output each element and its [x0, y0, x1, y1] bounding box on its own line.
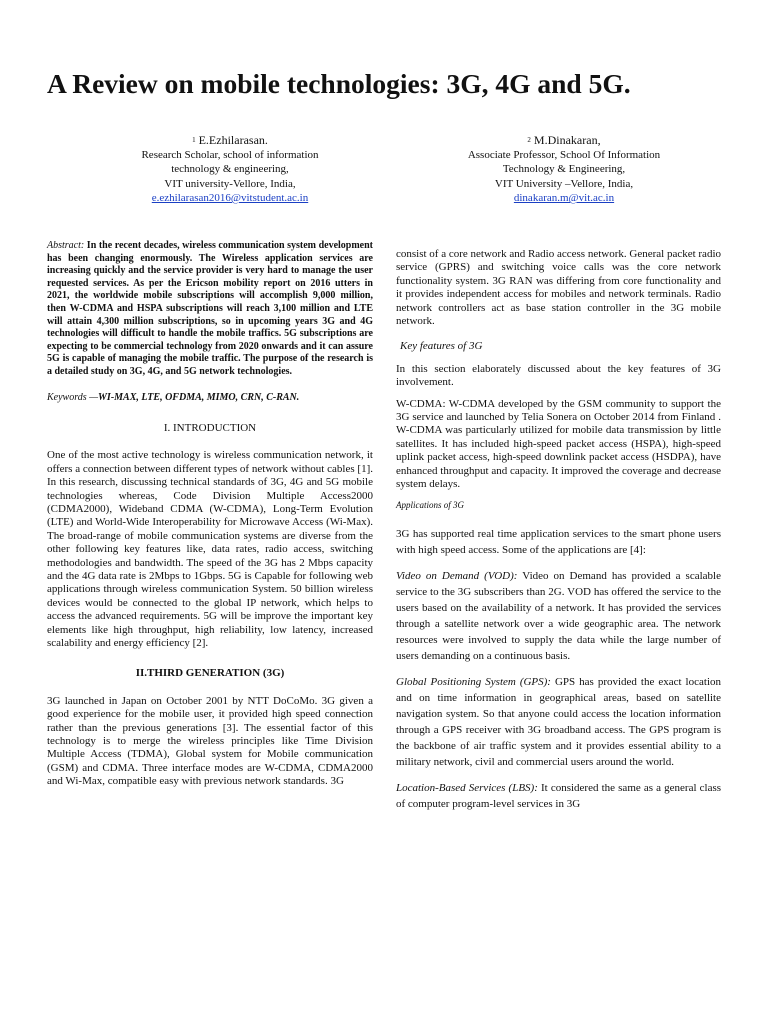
keywords-text: WI-MAX, LTE, OFDMA, MIMO, CRN, C-RAN. — [98, 391, 300, 403]
wcdma-paragraph: W-CDMA: W-CDMA developed by the GSM community to support the 3G service and launched by Telia Sonera on October 2014 from Finland . W-CDMA was particularly utilized for mobile data transmission by little satellites. It has included high-speed packet access (HSPA), high-speed uplink packet access, high-speed downlink packet access (HSDPA), have enhanced throughput and capacity. It improved the coverage and decrease system delays. — [396, 397, 721, 491]
gps-paragraph — [396, 674, 721, 770]
3g-network-paragraph: consist of a core network and Radio access network. General packet radio service (GPRS) and switching voice calls was the core network functionality system. 3G RAN was differing from core functionality and it provides independent access for mobiles and network terminals. Radio network controllers act as base station controller in the 3G mobile network. — [396, 248, 721, 328]
author-1-affiliation-line: technology & engineering, — [171, 163, 289, 175]
lbs-label: Location-Based Services (LBS): — [396, 781, 538, 794]
section-heading-3g: II.THIRD GENERATION (3G) — [135, 667, 285, 680]
intro-paragraph: One of the most active technology is wireless communication network, it offers a connection between different types of network without cables [1]. In this research, discussing technical standards of 3G, 4G and 5G mobile technologies whereas, Code Division Multiple Access2000 (CDMA2000), Wideband CDMA (W-CDMA), Long-Term Evolution (LTE) and World-Wide Interoperability for Microwave Access (Wi-Max). The broad-range of mobile communication systems are diverse from the other following key features like, data rates, radio access, switching methodologies and bandwidth. The speed of the 3G has 2 Mbps capacity and the 4G data rate is 2Mbps to 1Gbps. 5G is Capable for following web applications through wireless communication System. 50 billion wireless devices would be connected to the global IP network, which helps to access the advanced requirements. 5G will be improve the important key elements like high throughput, high reliability, low latency, increased scalability and energy efficiency [2]. — [47, 449, 373, 650]
author-block-2 — [424, 133, 704, 206]
vod-paragraph — [396, 568, 721, 664]
keywords — [47, 391, 373, 404]
lbs-text: It considered the same as a general class of computer program-level services in 3G — [396, 781, 722, 810]
subheading-key-features: Key features of 3G — [400, 340, 483, 353]
author-1-name: E.Ezhilarasan. — [198, 133, 268, 147]
paper-title: A Review on mobile technologies: 3G, 4G and 5G. — [47, 68, 631, 99]
left-column — [47, 240, 373, 789]
author-1-affiliation-line: Research Scholar, school of information — [141, 148, 319, 161]
abstract-text: In the recent decades, wireless communication system development has been changing enormously. The Wireless application services are increasing quickly and the service provider is very hard to manage the user requested services. As per the Ericson mobility report on 2016 utters in 2021, the worldwide mobile subscriptions will accomplish 9,000 million, then W-CDMA and HSPA subscriptions will reach 3,100 million and LTE will attain 4,300 million subscriptions, so in upcoming years 3G and 4G technologies will difficult to handle the mobile traffics. 5G subscriptions are expecting to be commercial technology from 2020 onwards and it can assure 5G is capable of managing the mobile traffic. The purpose of the research is a detailed study on 3G, 4G, and 5G network technologies. — [47, 240, 374, 377]
author-1-email-link[interactable]: e.ezhilarasan2016@vitstudent.ac.in — [151, 192, 309, 204]
lbs-paragraph — [396, 780, 721, 812]
author-2-email-link[interactable]: dinakaran.m@vit.ac.in — [513, 192, 615, 204]
author-2-affiliation-line: Technology & Engineering, — [502, 163, 626, 175]
vod-label: Video on Demand (VOD): — [396, 569, 518, 582]
subheading-applications: Applications of 3G — [396, 499, 464, 510]
abstract — [47, 240, 373, 379]
author-1-affiliation-line: VIT university-Vellore, India, — [164, 177, 296, 190]
author-1-index: 1 — [192, 136, 196, 144]
3g-paragraph: 3G launched in Japan on October 2001 by NTT DoCoMo. 3G given a good experience for the mobile user, it provided high speed connection rather than the previous generations [3]. The essential factor of this technology is to merge the wireless principles like Time Division Multiple Access (TDMA), Global system for Mobile communication (GSM) and CDMA. Three interface modes are W-CDMA, CDMA2000 and Wi-Max, compatible easy with previous network standards. 3G — [47, 694, 373, 788]
vod-text: Video on Demand has provided a scalable service to the 3G subscribers than 2G. VOD has offered the service to the users based on the availability of a network. It has provided the services through a satellite network over a wide geographic area. The network resources were involved to supply the data while the large number of users demanding on a continuous basis. — [396, 569, 721, 662]
author-2-index: 2 — [527, 136, 531, 144]
author-2-affiliation-line: Associate Professor, School Of Information — [467, 148, 661, 161]
key-features-paragraph: In this section elaborately discussed about the key features of 3G involvement. — [396, 362, 721, 389]
section-heading-introduction: I. INTRODUCTION — [163, 421, 257, 434]
gps-label: Global Positioning System (GPS): — [396, 675, 551, 688]
keywords-label: Keywords — — [47, 391, 99, 403]
author-block-1 — [95, 133, 365, 206]
applications-paragraph: 3G has supported real time application services to the smart phone users with high speed access. Some of the applications are [4]: — [396, 527, 721, 556]
author-2-affiliation-line: VIT University –Vellore, India, — [494, 177, 634, 190]
right-column — [396, 248, 721, 812]
author-2-name: M.Dinakaran, — [533, 133, 601, 147]
gps-text: GPS has provided the exact location and on time information in geographical areas, based on satellite navigation system. So that anyone could access the location information through a GPS receiver with 3G broadband access. The GPS program is the backbone of air traffic system and it provides essential ability to a military network, civil and commercial users around the world. — [396, 675, 721, 768]
abstract-label: Abstract: — [47, 240, 85, 251]
